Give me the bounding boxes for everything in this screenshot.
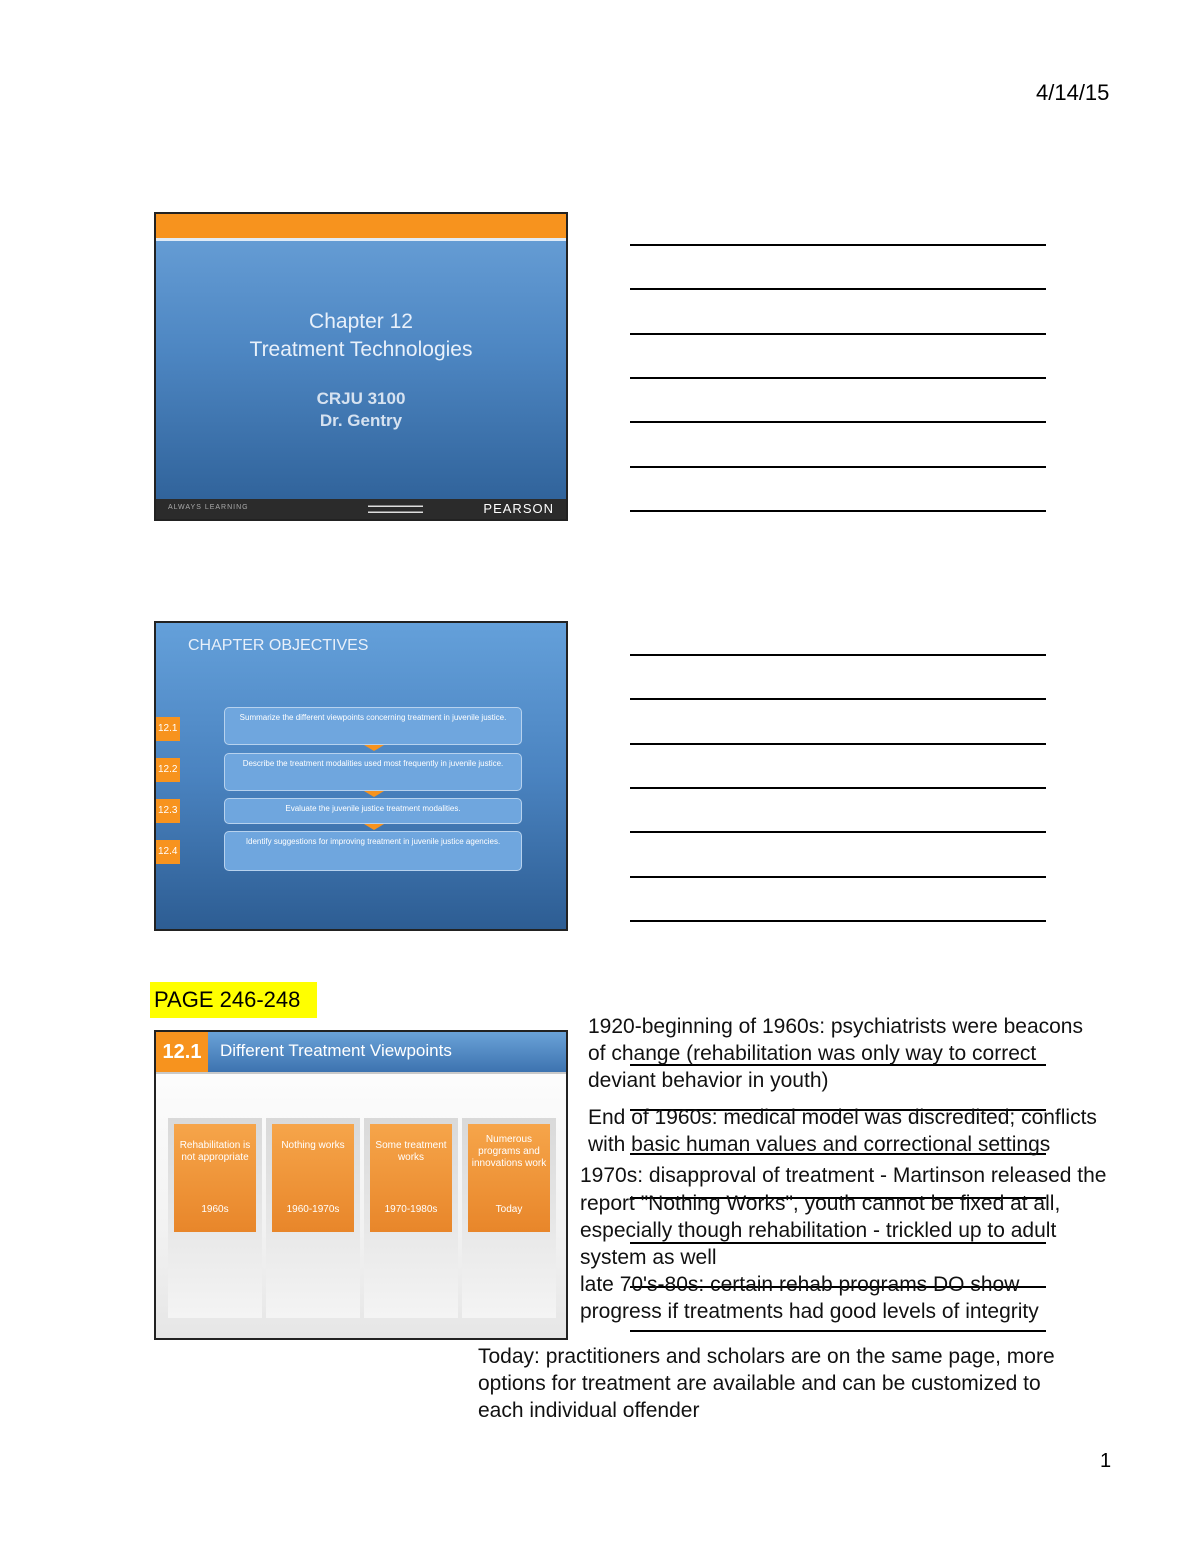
note-line [630,1330,1046,1332]
note-line-text: late 70's-80s: certain rehab programs DO show [580,1273,1020,1296]
footer-copyright-block: ▬▬▬▬▬▬▬▬▬▬▬ ▬▬▬▬▬▬▬▬▬▬▬ [368,503,423,515]
note-line-text: system as well [580,1246,717,1269]
objective-number: 12.4 [156,840,180,864]
page-number: 1 [1100,1450,1112,1472]
viewpoint-card [174,1124,256,1232]
footer-tagline: ALWAYS LEARNING [168,504,249,511]
viewpoint-era: 1960s [201,1204,229,1215]
note-line [630,421,1046,423]
viewpoint-text: Some treatment works [375,1140,447,1163]
objective-item: Identify suggestions for improving treatment in juvenile justice agencies. [224,831,522,871]
instructor-name: Dr. Gentry [319,411,403,430]
section-number: 12.1 [156,1032,208,1072]
note-line-text: of change (rehabilitation was only way to correct [588,1042,1037,1065]
note-line-text: 1970s: disapproval of treatment - Martinson released the [580,1164,1107,1187]
note-line [630,831,1046,833]
note-line-text: each individual offender [478,1399,700,1422]
note-line [630,466,1046,468]
note-line-text: with basic human values and correctional settings [588,1133,1051,1156]
slide-viewpoints [154,1030,568,1340]
viewpoint-era: 1970-1980s [384,1204,438,1215]
note-line-text: Today: practitioners and scholars are on the same page, more [478,1345,1055,1368]
slide-title-text [156,308,566,364]
chapter-title: Treatment Technologies [249,338,473,361]
objective-item: Summarize the different viewpoints concerning treatment in juvenile justice. [224,707,522,745]
viewpoint-text: Nothing works [281,1140,345,1151]
viewpoint-card [272,1124,354,1232]
down-arrow-icon [364,824,384,830]
slide-divider [156,238,566,241]
course-code: CRJU 3100 [316,389,406,408]
note-line [630,698,1046,700]
slide-title [154,212,568,521]
note-line [630,244,1046,246]
note-line [630,876,1046,878]
note-line [630,654,1046,656]
note-line-text: report "Nothing Works", youth cannot be fixed at all, [580,1192,1061,1215]
page-date: 4/14/15 [1036,80,1110,105]
viewpoint-text: Numerous programs and innovations work [471,1134,547,1169]
viewpoint-era: Today [495,1204,523,1215]
objective-item: Evaluate the juvenile justice treatment modalities. [224,798,522,824]
chapter-number: Chapter 12 [309,310,413,333]
pearson-logo: PEARSON [483,501,554,516]
viewpoint-text: Rehabilitation is not appropriate [179,1140,251,1163]
section-title: Different Treatment Viewpoints [220,1041,452,1060]
note-line-text: End of 1960s: medical model was discredited; conflicts [588,1106,1097,1129]
note-line-text: progress if treatments had good levels of integrity [580,1300,1039,1323]
note-line [630,377,1046,379]
note-line [630,333,1046,335]
viewpoint-card [370,1124,452,1232]
note-line [630,920,1046,922]
objective-item: Describe the treatment modalities used most frequently in juvenile justice. [224,753,522,791]
note-line [630,510,1046,512]
objective-number: 12.2 [156,758,180,782]
header-separator [156,1072,566,1074]
objective-number: 12.1 [156,717,180,741]
note-line [630,743,1046,745]
note-line-text: deviant behavior in youth) [588,1069,829,1092]
viewpoint-card [468,1124,550,1232]
note-line-text: options for treatment are available and can be customized to [478,1372,1041,1395]
objective-number: 12.3 [156,799,180,823]
slide-orange-bar [156,214,566,238]
note-line-text: especially though rehabilitation - trickled up to adult [580,1219,1057,1242]
viewpoint-era: 1960-1970s [286,1204,340,1215]
down-arrow-icon [364,745,384,751]
down-arrow-icon [364,791,384,797]
slide-footer [156,499,566,519]
objectives-title: CHAPTER OBJECTIVES [188,637,369,654]
note-line-text: 1920-beginning of 1960s: psychiatrists were beacons [588,1015,1083,1038]
page-reference-label: PAGE 246-248 [150,982,317,1018]
note-line [630,787,1046,789]
slide-objectives [154,621,568,931]
note-line [630,288,1046,290]
course-info [156,388,566,432]
